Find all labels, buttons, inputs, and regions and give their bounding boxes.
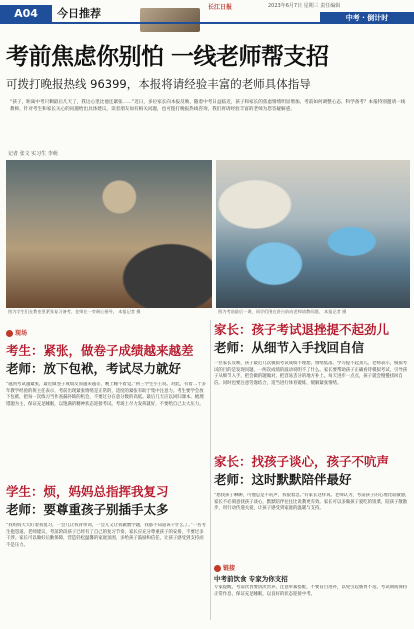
body-1: “越到考试越紧张，最近做卷子成绩反而越来越差，晚上睡不着觉。”初三学生小王说。对此，有着二十多年教学经验的班主任表示，考前出现紧张情绪是正常的，适度的紧张有助于集中注意力。考生要学会放下包袱，把每一次练习当作查漏补缺的机会，不要过分在意分数的高低。最后几天应以回归课本、梳理错题为主，保证充足睡眠，以饱满的精神状态迎接考试。考场上尽力发挥就好，不要给自己太大压力。 <box>6 382 206 407</box>
answer-3: 老师：从细节入手找回自信 <box>214 340 365 355</box>
question-4: 家长：找孩子谈心，孩子不吭声 <box>214 454 390 469</box>
answer-4: 老师：这时默默陪伴最好 <box>214 472 352 487</box>
link-tag-label: 链接 <box>223 565 236 572</box>
section-tag <box>6 328 27 337</box>
header-rule <box>0 22 414 24</box>
link-dot-icon <box>214 565 221 572</box>
sub-headline: 可拨打晚报热线 96399，本报将请经验丰富的老师具体指导 <box>6 77 311 91</box>
photo-caption-left: 图为学生们在教室里紧张复习备考，老师在一旁耐心指导。 本报记者 摄 <box>8 309 141 314</box>
main-headline: 考前焦虑你别怕 一线老师帮支招 <box>6 44 329 70</box>
section-kicker: 中考 · 倒计时 <box>320 12 414 24</box>
question-1: 考生：紧张，做卷子成绩越来越差 <box>6 343 194 358</box>
answer-1: 老师：放下包袱，考试尽力就好 <box>6 361 182 376</box>
body-2: “我妈妈天天盯着我复习，一会儿让我背单词，一会儿又让我做数学题，我都不知道该干什么了。”一名考生抱怨道。老师建议，考前阶段孩子已经有了自己的复习节奏，家长应充分尊重孩子的安排，不要过多干涉。家长可以做好后勤保障，营造轻松温馨的家庭氛围，多给孩子鼓励和信任，让孩子感受到支持而不是压力。 <box>6 523 206 548</box>
dateline: 2023年6月7日 星期三 责任编辑 <box>268 3 341 9</box>
section-title: 今日推荐 <box>57 7 101 20</box>
link-body: 专家提醒，考前饮食要清淡营养，注意荤素搭配，不要盲目进补，以免引起肠胃不适。考试期间保持正常作息，保证充足睡眠，以良好的状态迎接中考。 <box>214 585 408 597</box>
section-tag-label: 现场 <box>15 330 28 337</box>
question-3: 家长：孩子考试退挫提不起劲儿 <box>214 322 390 337</box>
body-3: 一位家长反映，孩子最近几次模拟考试成绩不理想，情绪低落，学习提不起劲儿。老师表示，模拟考试的目的是发现问题，一两次成绩的波动说明不了什么。家长要帮助孩子正确看待模拟考试，引导孩子从细节入手，把会做的题做对，把容易丢分的地方补上。每天进步一点点，孩子就会慢慢找回自信。同时也要注意劳逸结合，适当进行体育锻炼，缓解紧张情绪。 <box>214 361 408 386</box>
link-headline: 中考前饮食 专家为你支招 <box>214 575 288 583</box>
answer-2: 老师：要尊重孩子别插手太多 <box>6 502 169 517</box>
body-4: “想找孩子聊聊，可他总是不吭声，我很着急。”有家长这样说。老师认为，考前孩子的心理比较敏感，家长不必刻意找孩子谈心，默默陪伴往往比说教更有效。家长可以多做孩子爱吃的饭菜，陪孩子散散步，用行动传递关爱，让孩子感受到家庭的温暖与支持。 <box>214 493 410 512</box>
page-header <box>0 0 414 22</box>
classroom-photo-right <box>216 160 410 308</box>
classroom-photo-left <box>6 160 212 308</box>
column-divider <box>210 320 211 620</box>
page-number: A04 <box>0 5 52 22</box>
header-thumbnail-image <box>140 8 200 32</box>
masthead-logo: 长江日报 <box>208 4 233 10</box>
link-tag <box>214 563 235 572</box>
photo-caption-right: 图为考前最后一课，同学们围在讲台前向老师请教问题。 本报记者 摄 <box>218 309 347 314</box>
byline: 记者 张文 实习生 李萌 <box>8 151 58 157</box>
intro-paragraph: “孩子，距离中考只剩最后几天了，我这心里比他还紧张……”近日，多位家长向本报反映，随着中考日益临近，孩子和家长的焦虑情绪明显增加。考前如何调整心态、科学备考？本报特别邀请一线教师，针对考生和家长关心的问题给出具体建议。读者朋友如有相关问题，也可拨打晚报热线咨询，我们将请经验丰富的老师为您答疑解惑。 <box>10 100 406 112</box>
question-2: 学生：烦，妈妈总指挥我复习 <box>6 484 169 499</box>
tag-dot-icon <box>6 330 13 337</box>
